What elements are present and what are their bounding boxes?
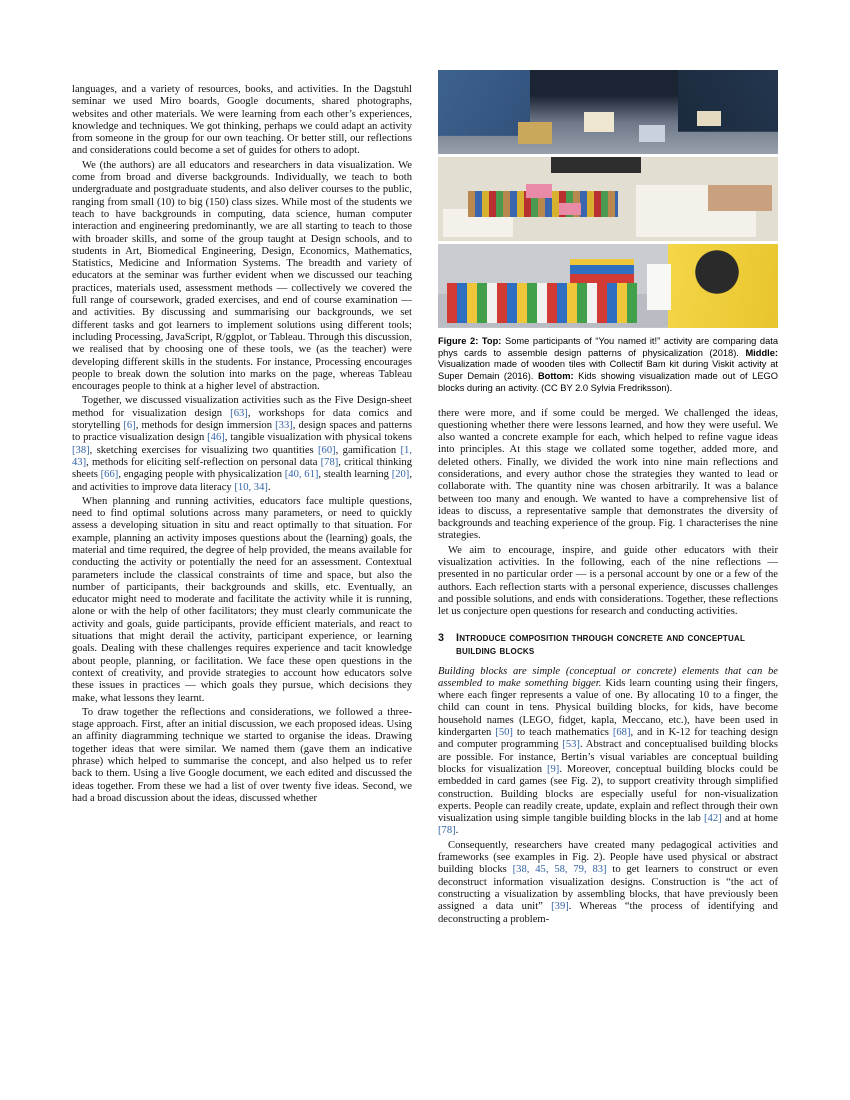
left-column <box>72 70 412 805</box>
paragraph: languages, and a variety of resources, books, and activities. In the Dagstuhl seminar we used Miro boards, Google documents, shared photographs, websites and other materials. We were learning from each other’s experiences, knowledge and techniques. We got thinking, perhaps we could adapt an activity from someone in the group for our own teaching. Or better still, our reflections and considerations could become a set of guides for others to adopt. <box>72 84 412 157</box>
figure2-caption-middle-label: Middle: <box>745 347 778 358</box>
figure2-caption-bottom-text: Kids showing visualization made out of LEGO blocks during an activity. (CC BY 2.0 Sylvia Fredriksson). <box>438 371 778 393</box>
right-column <box>438 70 778 926</box>
figure2-caption-middle-text: Visualization made of wooden tiles with Collectif Bam kit during Viskit activity at Super Demain (2016). <box>438 359 778 382</box>
section-lead-continuation: Kids learn counting using their fingers, where each finger represents a value of one. By allocating 10 to a finger, the child can count in tens. Physical building blocks, for kids, have become household names (LEGO, fidget, kapla, Meccano, etc.), have been used in kindergarten [50] to teach mathematics [68], and in K-12 for teaching design and computer programming [53]. Abstract and conceptualised building blocks are possible. For instance, Bertin’s visual variables are conceptual building blocks for visualization [9]. Moreover, conceptual building blocks could be embedded in card games (see Fig. 2), to support creativity through simplified construction. Building blocks are especially useful for non-visualization experts. People can readily create, update, explain and reflect through their own visualization using simple tangible building blocks in the lab [42] and at home [78]. <box>438 677 778 837</box>
figure2-caption-figure-label: Figure 2: <box>438 336 479 346</box>
paragraph <box>438 666 778 838</box>
figure2-photo-top-participants-comparing-cards <box>438 70 778 154</box>
figure2-photo-bottom-lego-blocks <box>438 244 778 328</box>
paragraph: We (the authors) are all educators and researchers in data visualization. We come from broad and diverse backgrounds. Individually, we teach to both undergraduate and postgraduate students, and also deliver courses to the public, ranging from small (10) to big (150) class sizes. While most of the students we teach to have backgrounds in computing, data science, human computer interaction and engineering predominantly, we are all starting to teach to those with broader skills, and some of the group taught at Design schools, and to students in Art, Biomedical Engineering, Design, Economics, Mathematics, Statistics, Medicine and Information Systems. The breadth and variety of educators at the seminar was further evident when we discussed our teaching practices, materials used, assessment methods — collectively we covered the full range of coursework, graded exercises, and end of course examination — and activities. By discussing and summarising our backgrounds, we set different tasks and got learners to implement solutions using different tools; including Processing, JavaScript, R/ggplot, or Tableau. Through this discussion, we realised that by choosing one of these tools, we (as the teacher) were developing different skills in the students. For instance, Processing encourages people to break down the solution into marks on the page, whereas Tableau encourages people to think at a higher level of abstraction. <box>72 159 412 393</box>
figure2-caption <box>438 336 778 395</box>
section-lead-sentence: Building blocks are simple (conceptual or concrete) elements that can be assembled to make something bigger. <box>438 665 778 689</box>
paragraph: When planning and running activities, educators face multiple questions, need to find optimal solutions across many parameters, or need to quickly assess a developing situation in situ and react optimally to that situation. For example, planning an activity imposes questions about the (learning) goals, the material and time required, the degree of help provided, the means available for conducting the activity or potentially the need for an assessment. Contextual parameters include the classical constraints of time and space, but also the number of participants, their backgrounds and skills, etc. Eventually, an educator might need to moderate and facilitate the activity while it is running, alone or with the help of other facilitators; they must clearly communicate the activity and goals, guide participants, provide efficient materials, and react to situations that might derail the activity, participant experience, or learning goals. Dealing with these challenges requires experience and tacit knowledge about people, planning, or facilitation. We face these open questions in the context of creativity, and provide strategies to account how educators solve these issues in practices — which goals they pursue, which decisions they make, what lessons they learnt. <box>72 495 412 704</box>
paragraph: Consequently, researchers have created many pedagogical activities and frameworks (see examples in Fig. 2). People have used physical or abstract building blocks [38, 45, 58, 79, 83] to get learners to construct or even deconstruct information visualization designs. Construction is “the act of constructing a visualization by assembling blocks, that have previously been assigned a data unit” [39]. Whereas “the process of identifying and deconstructing a problem- <box>438 839 779 925</box>
figure-2 <box>438 70 778 395</box>
section-3-heading <box>438 632 778 658</box>
figure2-caption-top-label: Top: <box>481 336 502 346</box>
paragraph: there were more, and if some could be merged. We challenged the ideas, questioning whether there were lessons learned, and how they were useful. We also wanted a concrete example for each, which helped to refine vague ideas into principles. At this stage we collated some together, added more, and deleted others. Finally, we divided the work into nine main reflections and considerations, and every author chose the strategies they wanted to lead or collaborate with. The quantity nine was chosen arbitrarily. It was a balance between too many and enough. We wanted to have a comprehensive list of ideas to discuss, a representative sample that demonstrates the diversity of backgrounds and teaching experience of the group. Fig. 1 characterises the nine strategies. <box>438 407 778 542</box>
figure2-caption-bottom-label: Bottom: <box>537 371 574 382</box>
paragraph: Together, we discussed visualization activities such as the Five Design-sheet method for visualization design [63], workshops for data comics and storytelling [6], methods for design immersion [33], design spaces and patterns to practice visualization design [46], tangible visualization with physical tokens [38], sketching exercises for visualizing two quantities [60], gamification [1, 43], methods for eliciting self-reflection on personal data [78], critical thinking sheets [66], engaging people with physicalization [40, 61], stealth learning [20], and activities to improve data literacy [10, 34]. <box>72 395 413 493</box>
section-number: 3 <box>438 631 445 644</box>
paragraph: To draw together the reflections and considerations, we followed a three-stage approach. First, after an initial discussion, we each proposed ideas. Using an affinity diagramming technique we started to organise the ideas. Drawing together ideas that were similar. We named them (gave them an indicative phrase) which helped to summarise the concept, and also helped us to refer back to them. Using a live Google document, we each edited and discussed the ideas together. From these we had a list of over twenty five ideas. Second, we had a broad discussion about the ideas, discussed whether <box>72 706 412 804</box>
figure2-caption-top-text: Some participants of “You named it!” activity are comparing data phys cards to assemble design patterns of physicalization (2018). <box>438 336 778 358</box>
paragraph: We aim to encourage, inspire, and guide other educators with their visualization activities. In the following, each of the nine reflections — presented in no particular order — is a personal account by one or a few of the authors. Each reflection starts with a personal experience, discusses challenges and possible solutions, and ends with considerations. Together, these reflections let us conjecture open questions for research and conducting activities. <box>438 544 778 618</box>
two-column-layout <box>72 70 778 926</box>
figure2-photo-middle-wooden-tiles-visualization <box>438 157 778 241</box>
section-title: Introduce composition through concrete and conceptual building blocks <box>456 631 746 657</box>
